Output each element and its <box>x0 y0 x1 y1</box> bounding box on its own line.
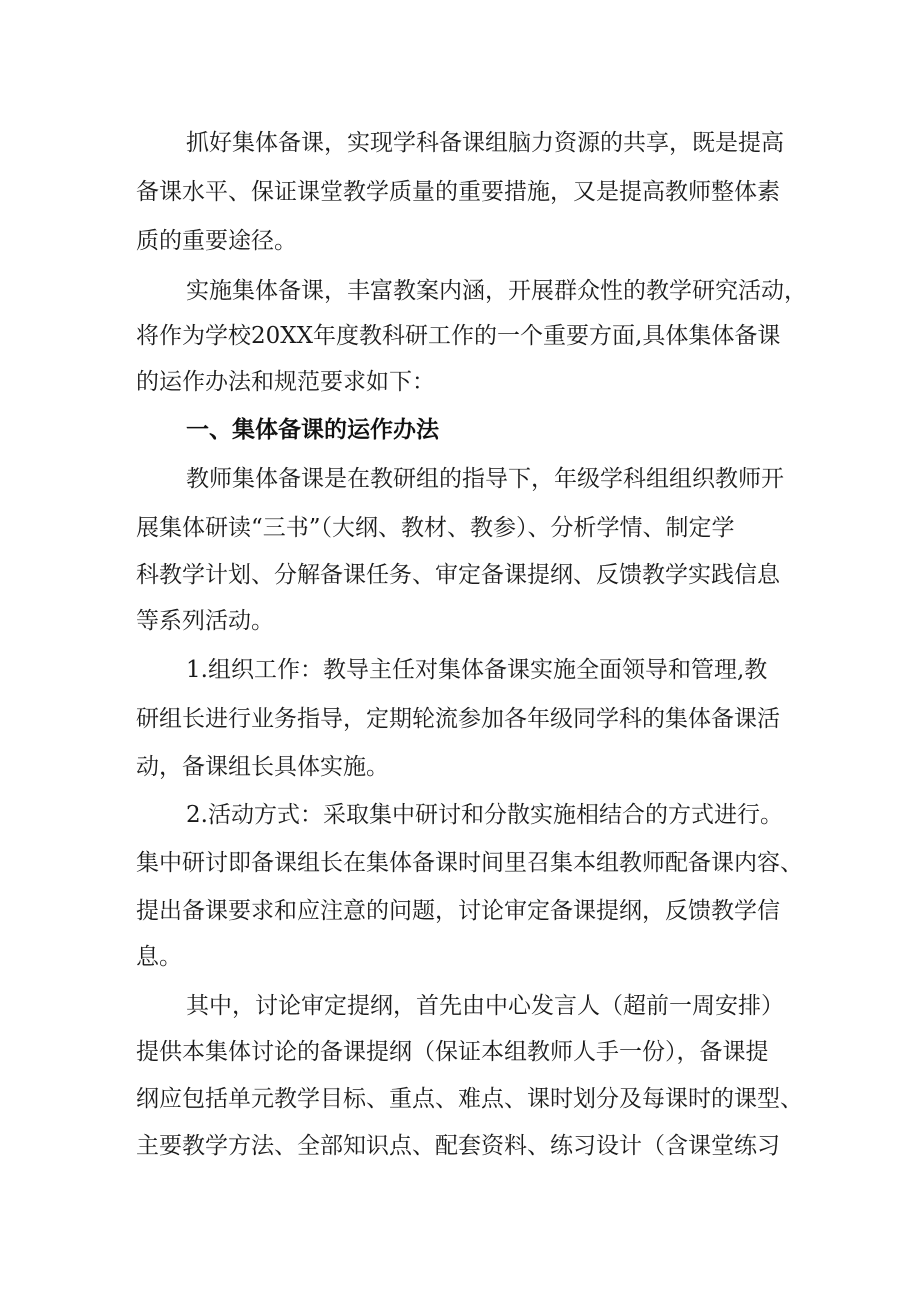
paragraph-5-line-2: 集中研讨即备课组长在集体备课时间里召集本组教师配备课内容、 <box>136 850 803 876</box>
paragraph-6-line-1: 其中，讨论审定提纲，首先由中心发言人（超前一周安排） <box>186 993 784 1019</box>
paragraph-2-line-2: 将作为学校20XX年度教科研工作的一个重要方面,具体集体备课 <box>136 323 781 349</box>
paragraph-1-line-3: 质的重要途径。 <box>136 228 297 254</box>
paragraph-5-line-1: 2.活动方式：采取集中研讨和分散实施相结合的方式进行。 <box>186 802 783 828</box>
paragraph-1-line-1: 抓好集体备课，实现学科备课组脑力资源的共享，既是提高 <box>186 130 784 156</box>
paragraph-6-line-2: 提供本集体讨论的备课提纲（保证本组教师人手一份），备课提 <box>136 1039 769 1065</box>
paragraph-3-line-3: 科教学计划、分解备课任务、审定备课提纲、反馈教学实践信息 <box>136 562 780 588</box>
paragraph-6-line-3: 纲应包括单元教学目标、重点、难点、课时划分及每课时的课型、 <box>136 1086 803 1112</box>
paragraph-5-line-3: 提出备课要求和应注意的问题，讨论审定备课提纲，反馈教学信 <box>136 898 780 924</box>
paragraph-5-line-4: 息。 <box>136 944 182 970</box>
paragraph-1-line-2: 备课水平、保证课堂教学质量的重要措施，又是提高教师整体素 <box>136 179 780 205</box>
paragraph-2-line-3: 的运作办法和规范要求如下： <box>136 369 435 395</box>
paragraph-3-line-1: 教师集体备课是在教研组的指导下，年级学科组组织教师开 <box>186 466 784 492</box>
section-heading: 一、集体备课的运作办法 <box>186 417 439 443</box>
paragraph-3-line-2: 展集体研读“三书”（大纲、教材、教参）、分析学情、制定学 <box>136 515 735 541</box>
paragraph-4-line-3: 动，备课组长具体实施。 <box>136 754 389 780</box>
paragraph-4-line-2: 研组长进行业务指导，定期轮流参加各年级同学科的集体备课活 <box>136 706 780 732</box>
paragraph-2-line-1: 实施集体备课，丰富教案内涵，开展群众性的教学研究活动， <box>186 278 807 304</box>
paragraph-6-line-4: 主要教学方法、全部知识点、配套资料、练习设计（含课堂练习 <box>136 1133 780 1159</box>
paragraph-3-line-4: 等系列活动。 <box>136 608 274 634</box>
paragraph-4-line-1: 1.组织工作：教导主任对集体备课实施全面领导和管理,教 <box>186 657 768 683</box>
